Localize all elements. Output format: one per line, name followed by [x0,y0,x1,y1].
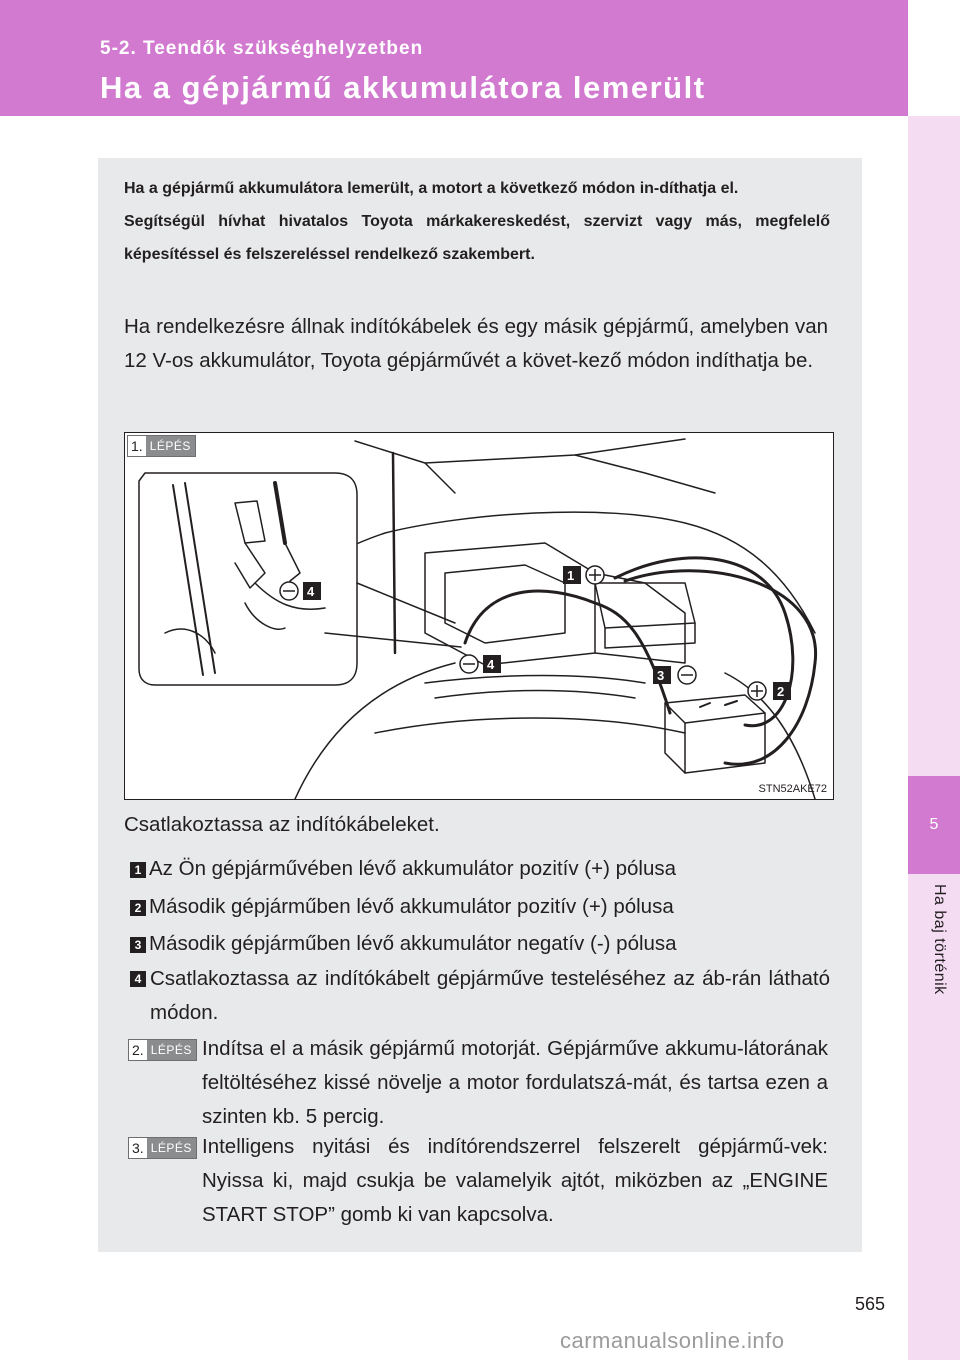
figure-label-3: 3 [657,668,665,683]
side-strip-top [908,116,960,776]
lead-paragraph: Ha rendelkezésre állnak indítókábelek és egy másik gépjármű, amelyben van 12 V-os akkumulátor, Toyota gépjárművét a követ-kező módon indíthatja be. [124,315,828,372]
figure-label-4: 4 [487,657,495,672]
list-item [130,852,830,886]
list-item [130,927,830,961]
step-2 [128,1032,828,1134]
step-3-text: Intelligens nyitási és indítórendszerrel felszerelt gépjármű-vek: Nyissa ki, majd csukja be valamelyik ajtót, miközben az „ENGINE START STOP” gomb ki van kapcsolva. [202,1135,828,1226]
section-heading: 5-2. Teendők szükséghelyzetben [100,38,424,59]
step-2-tag [128,1039,197,1061]
jump-start-illustration [124,432,834,800]
list-item [130,962,830,1030]
item-number-badge: 2 [130,900,146,916]
step-3-number: 3. [132,1140,144,1156]
figure-label-4-inset: 4 [307,584,315,599]
item-text: Az Ön gépjárművében lévő akkumulátor pozitív (+) pólusa [149,857,677,880]
step-3-tag [128,1137,197,1159]
list-item [130,890,830,924]
engine-bay-drawing [125,433,833,799]
intro-paragraph-1: Ha a gépjármű akkumulátora lemerült, a motort a következő módon in-díthatja el. [124,180,739,197]
step-2-number: 2. [132,1042,144,1058]
step-2-text: Indítsa el a másik gépjármű motorját. Gépjárműve akkumu-látorának feltöltéséhez kissé növelje a motor fordulatszá-mát, és tartsa ezen a szinten kb. 5 percig. [202,1037,828,1128]
page-title: Ha a gépjármű akkumulátora lemerült [100,70,706,105]
step-1-text: Csatlakoztassa az indítókábeleket. [124,813,440,836]
figure-label-2: 2 [777,684,785,699]
page-number: 565 [855,1294,886,1314]
step-1-word: LÉPÉS [146,436,195,456]
item-text: Második gépjárműben lévő akkumulátor negatív (-) pólusa [149,932,677,955]
figure-label-1: 1 [567,568,575,583]
chapter-tab[interactable] [908,776,960,874]
item-number-badge: 1 [130,862,146,878]
intro-box [124,172,830,271]
step-2-word: LÉPÉS [147,1040,196,1060]
step-1-number: 1. [131,438,143,454]
figure-code: STN52AKE72 [758,783,827,795]
step-3-word: LÉPÉS [147,1138,196,1158]
watermark: carmanualsonline.info [560,1328,785,1353]
chapter-header [0,0,908,116]
intro-paragraph-2: Segítségül hívhat hivatalos Toyota márkakereskedést, szervizt vagy más, megfelelő képesítéssel és felszereléssel rendelkező szakembert. [124,213,830,263]
item-text: Második gépjárműben lévő akkumulátor pozitív (+) pólusa [149,895,674,918]
item-number-badge: 3 [130,937,146,953]
item-number-badge: 4 [130,971,146,987]
chapter-label: Ha baj történik [931,884,948,995]
item-text: Csatlakoztassa az indítókábelt gépjárműve testeléséhez az áb-rán látható módon. [150,967,830,1024]
chapter-number: 5 [929,816,939,833]
step-3 [128,1130,828,1232]
